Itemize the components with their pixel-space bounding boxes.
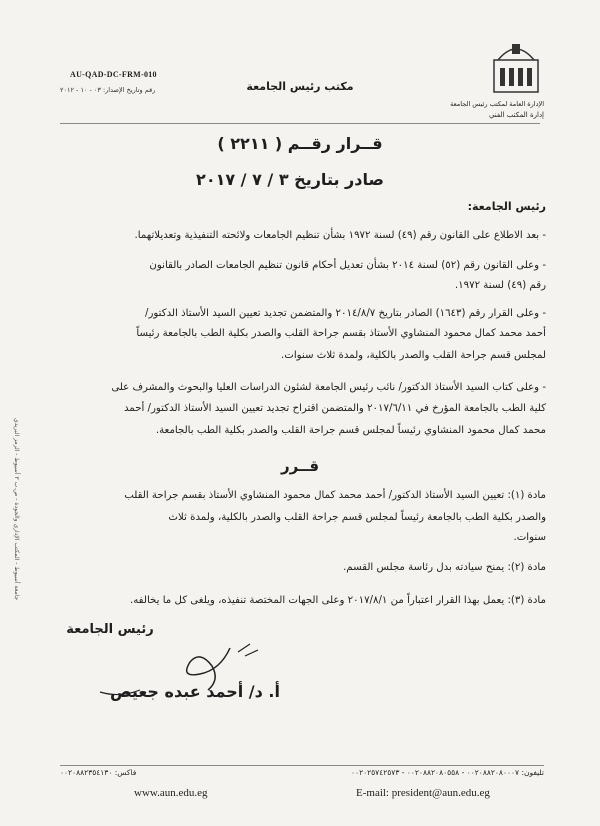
footer-website: www.aun.edu.eg (134, 787, 208, 799)
signatory-name: أ. د/ أحمد عبده جعيص (110, 682, 280, 701)
form-code: AU-QAD-DC-FRM-010 (70, 70, 157, 79)
decided-heading: قــرر (280, 457, 320, 475)
preamble-line: كلية الطب بالجامعة المؤرخ في ٢٠١٧/٦/١١ والمتضمن اقتراح تجديد تعيين السيد الأستاذ الدكتور/ أحمد (123, 403, 546, 414)
preamble-line: محمد كمال محمود المنشاوي رئيساً لمجلس قسم جراحة القلب والصدر بكلية الطب بالجامعة. (155, 425, 546, 436)
footer-fax: فاكس: ٠٠٢٠٨٨٢٣٥٤١٣٠ (60, 768, 137, 777)
issue-date-line: رقم وتاريخ الإصدار: ٠٣ - ١٠ - ٢٠١٢ (60, 86, 156, 94)
preamble-line: - وعلى كتاب السيد الأستاذ الدكتور/ نائب رئيس الجامعة لشئون الدراسات العليا والبحوث والمشرف على (111, 382, 546, 393)
issued-date: صادر بتاريخ ٣ / ٧ / ٢٠١٧ (196, 170, 384, 189)
admin-line-1: الإدارة العامة لمكتب رئيس الجامعة (450, 100, 544, 108)
preamble-line: - وعلى القانون رقم (٥٢) لسنة ٢٠١٤ بشأن تعديل أحكام قانون تنظيم الجامعات الصادر بالقانون (149, 260, 546, 271)
office-title: مكتب رئيس الجامعة (246, 80, 354, 93)
footer-divider (60, 765, 544, 766)
footer-email: E-mail: president@aun.edu.eg (356, 787, 490, 799)
decision-number: قــرار رقــم ( ٢٢١١ ) (217, 134, 383, 153)
university-logo-icon (490, 42, 542, 94)
footer-phones: تليفون: ٠٠٢٠٨٨٢٠٨٠٠٠٧ - ٠٠٢٠٨٨٢٠٨٠٥٥٨ - ٠٠٢٠٢٥٧٤٢٥٧٣ (351, 768, 544, 777)
article-1: مادة (١): تعيين السيد الأستاذ الدكتور/ أحمد محمد كمال محمود المنشاوي الأستاذ بقسم جراحة القلب (124, 490, 546, 501)
preamble-line: - وعلى القرار رقم (١٦٤٣) الصادر بتاريخ ٢٠١٤/٨/٧ والمتضمن تجديد تعيين السيد الأستاذ الدكتور/ (145, 308, 546, 319)
preamble-line: لمجلس قسم جراحة القلب والصدر بالكلية، ولمدة ثلاث سنوات. (280, 350, 546, 361)
header-divider (60, 123, 540, 124)
preamble-line: أحمد محمد كمال محمود المنشاوي الأستاذ بقسم جراحة القلب والصدر بكلية الطب بالجامعة رئيساً (136, 328, 546, 339)
article-2: مادة (٢): يمنح سيادته بدل رئاسة مجلس القسم. (343, 562, 546, 573)
article-1: سنوات. (513, 532, 546, 543)
preamble-line: رقم (٤٩) لسنة ١٩٧٢. (454, 280, 546, 291)
addressee: رئيس الجامعة: (467, 200, 546, 213)
signature-title: رئيس الجامعة (66, 622, 154, 637)
preamble-line: - بعد الاطلاع على القانون رقم (٤٩) لسنة ١٩٧٢ بشأن تنظيم الجامعات ولائحته التنفيذية وتعديلاتهما. (134, 230, 546, 241)
article-1: والصدر بكلية الطب بالجامعة رئيساً لمجلس قسم جراحة القلب والصدر بالكلية، ولمدة ثلاث (168, 512, 546, 523)
margin-note: جامعة أسيوط - المكتب الإداري والجودة - ص.ب ٣ أسيوط - الرمز البريدي (13, 417, 20, 600)
article-3: مادة (٣): يعمل بهذا القرار اعتباراً من ٢٠١٧/٨/١ وعلى الجهات المختصة تنفيذه، ويلغى كل ما يخالفه. (129, 595, 546, 606)
admin-line-2: إدارة المكتب الفني (488, 111, 544, 119)
